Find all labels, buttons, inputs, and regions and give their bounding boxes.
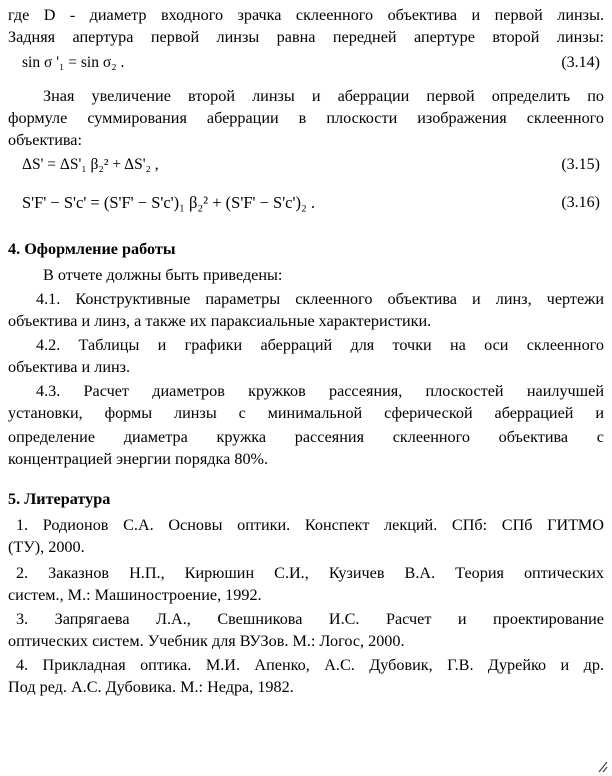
equation-3-16: S'F' − S'c' = (S'F' − S'c')₁ β₂² + (S'F' − S'c')₂ . <box>22 193 315 212</box>
para2-line-2: формуле суммирования аберрации в плоскости изображения склеенного <box>8 109 604 127</box>
equation-3-15: ΔS' = ΔS'₁ β₂² + ΔS'₂ , <box>22 156 159 173</box>
ref-1-line-2: (ТУ), 2000. <box>8 538 85 556</box>
para2-line-3: объектива: <box>8 131 82 149</box>
item-4-3-line-4: концентрацией энергии порядка 80%. <box>8 450 269 468</box>
equation-number-3-15: (3.15) <box>561 156 600 173</box>
ref-2-line-1: 2. Заказнов Н.П., Кирюшин С.И., Кузичев В.А. Теория оптических <box>16 564 604 582</box>
section-4-intro: В отчете должны быть приведены: <box>43 266 283 284</box>
ref-4-line-1: 4. Прикладная оптика. М.И. Апенко, А.С. Дубовик, Г.В. Дурейко и др. <box>16 656 604 674</box>
ref-3-line-1: 3. Запрягаева Л.А., Свешникова И.С. Расчет и проектирование <box>16 610 604 628</box>
section-5-heading: 5. Литература <box>8 490 111 508</box>
item-4-3-line-3: определение диаметра кружка рассеяния склеенного объектива с <box>8 428 604 446</box>
item-4-1-line-2: объектива и линз, а также их параксиальные характеристики. <box>8 312 432 330</box>
para2-line-1: Зная увеличение второй линзы и аберрации первой определить по <box>43 87 604 105</box>
intro-line-1: где D - диаметр входного зрачка склеенного объектива и первой линзы. <box>8 6 604 24</box>
item-4-3-line-2: установки, формы линзы с минимальной сферической аберрацией и <box>8 404 604 422</box>
ref-1-line-1: 1. Родионов С.А. Основы оптики. Конспект лекций. СПб: СПб ГИТМО <box>16 516 604 534</box>
equation-3-14: sin σ '₁ = sin σ₂ . <box>22 54 125 71</box>
corner-mark-icon <box>597 760 609 774</box>
ref-2-line-2: систем., М.: Машиностроение, 1992. <box>8 586 262 604</box>
item-4-1-line-1: 4.1. Конструктивные параметры склеенного объектива и линз, чертежи <box>36 290 604 308</box>
item-4-2-line-1: 4.2. Таблицы и графики аберраций для точки на оси склеенного <box>36 336 604 354</box>
section-4-heading: 4. Оформление работы <box>8 240 176 258</box>
equation-number-3-16: (3.16) <box>561 194 600 211</box>
item-4-3-line-1: 4.3. Расчет диаметров кружков рассеяния, плоскостей наилучшей <box>36 382 604 400</box>
ref-3-line-2: оптических систем. Учебник для ВУЗов. М.: Логос, 2000. <box>8 632 405 650</box>
intro-line-2: Задняя апертура первой линзы равна передней апертуре второй линзы: <box>8 28 604 46</box>
item-4-2-line-2: объектива и линз. <box>8 358 131 376</box>
equation-number-3-14: (3.14) <box>561 54 600 71</box>
ref-4-line-2: Под ред. А.С. Дубовика. М.: Недра, 1982. <box>8 678 294 696</box>
